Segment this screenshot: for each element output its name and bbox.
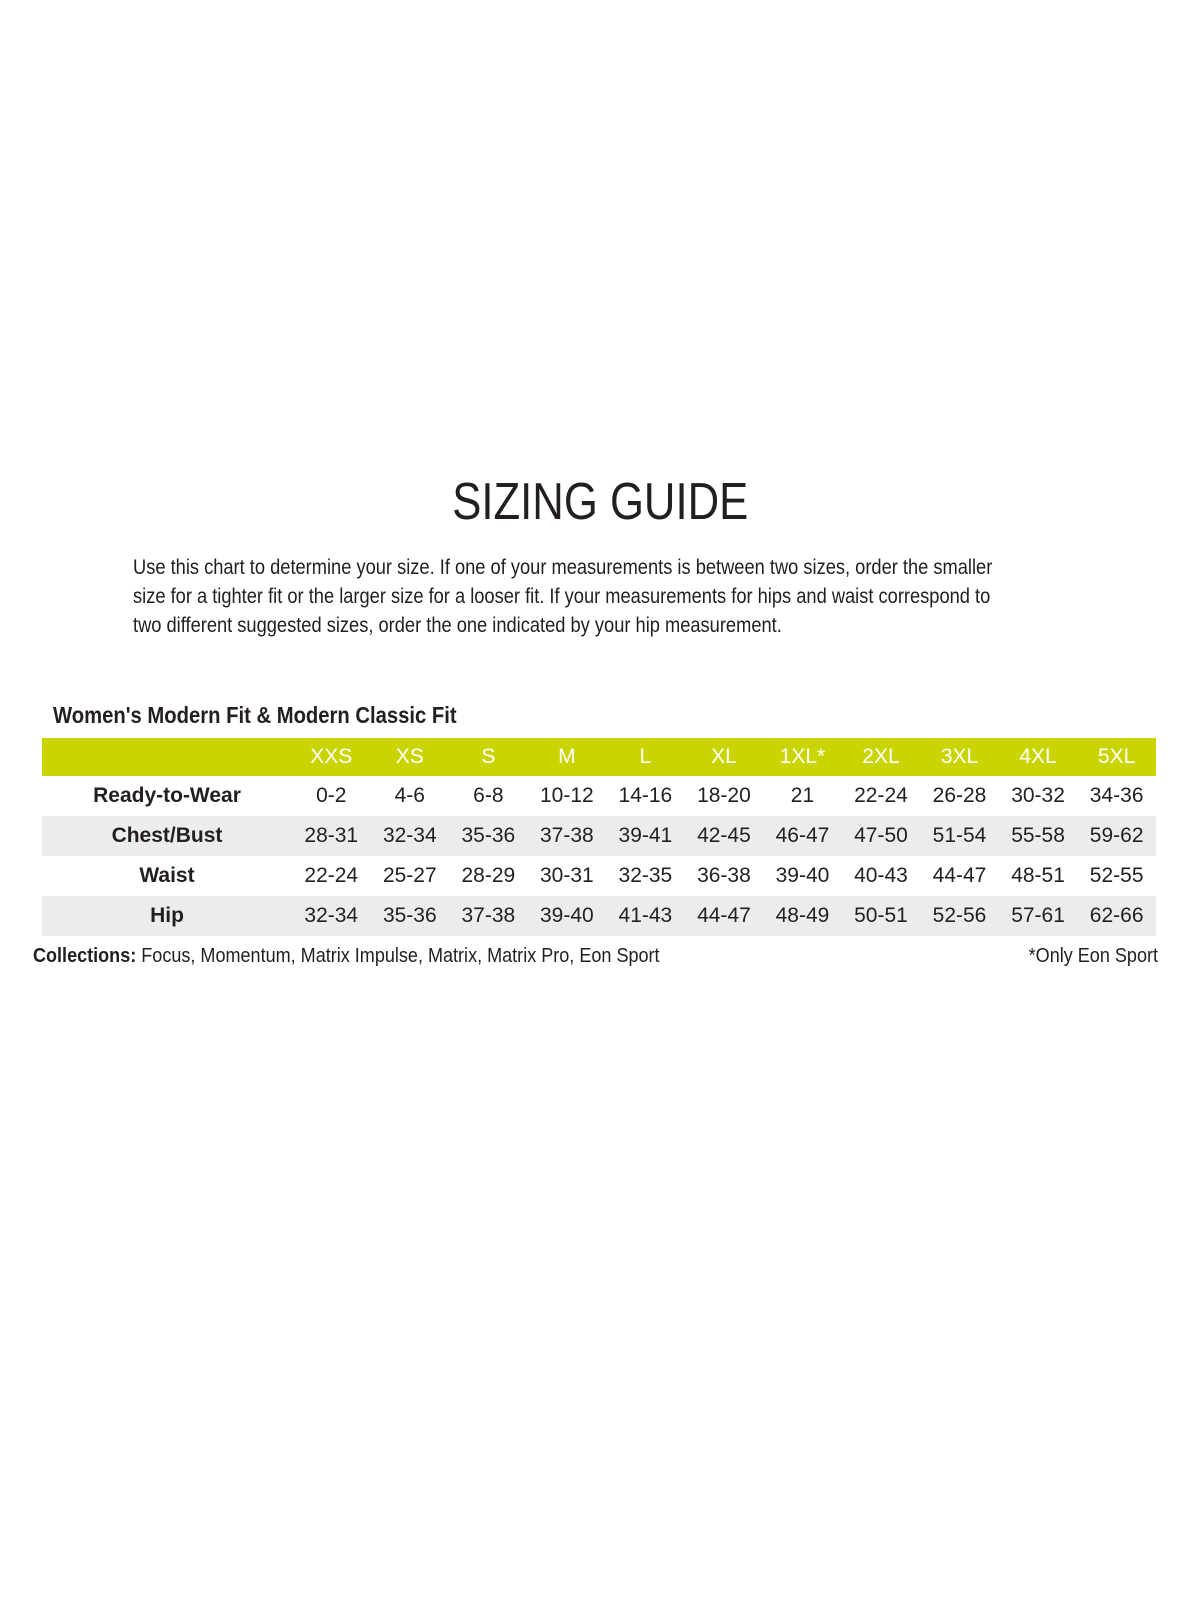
- size-value-cell: 30-31: [540, 864, 594, 887]
- size-value-cell: 10-12: [540, 784, 594, 807]
- intro-line: size for a tighter fit or the larger size for a looser fit. If your measurements for hips and waist correspond to: [133, 584, 991, 608]
- size-value-cell: 42-45: [697, 824, 751, 847]
- intro-paragraph: [133, 553, 1144, 640]
- size-value-cell: 6-8: [473, 784, 504, 807]
- size-value-cell: 26-28: [932, 784, 987, 807]
- size-value-cell: 0-2: [316, 784, 347, 807]
- size-value-cell: 28-29: [461, 864, 516, 887]
- size-value-cell: 25-27: [382, 864, 437, 887]
- size-value-cell: 39-41: [618, 824, 673, 847]
- page-title: [0, 473, 1200, 531]
- collections-note-text: [33, 944, 660, 967]
- size-value-cell: 14-16: [618, 784, 673, 807]
- size-column-header: 2XL: [842, 738, 921, 776]
- size-value-cell: 39-40: [540, 904, 594, 927]
- size-value-cell: 48-49: [775, 904, 830, 927]
- size-column-header: S: [449, 738, 528, 776]
- size-value-cell: 18-20: [697, 784, 751, 807]
- table-row: [42, 856, 1156, 896]
- size-value-cell: 40-43: [854, 864, 908, 887]
- table-row: [42, 776, 1156, 816]
- size-value-cell: 62-66: [1089, 904, 1144, 927]
- row-label: Chest/Bust: [111, 824, 223, 847]
- size-column-header: 4XL: [999, 738, 1078, 776]
- intro-line: two different suggested sizes, order the one indicated by your hip measurement.: [133, 613, 782, 637]
- size-column-header: XXS: [292, 738, 371, 776]
- size-value-cell: 37-38: [540, 824, 594, 847]
- size-value-cell: 4-6: [394, 784, 425, 807]
- size-value-cell: 52-56: [932, 904, 987, 927]
- size-value-cell: 51-54: [932, 824, 987, 847]
- size-table-header-row: [42, 738, 1156, 776]
- size-value-cell: 44-47: [697, 904, 751, 927]
- size-column-header: 5XL: [1077, 738, 1156, 776]
- intro-line: Use this chart to determine your size. If one of your measurements is between two sizes, order the smaller: [133, 555, 993, 579]
- size-value-cell: 55-58: [1011, 824, 1065, 847]
- footnote-text: *Only Eon Sport: [1028, 944, 1158, 967]
- size-value-cell: 46-47: [775, 824, 830, 847]
- size-value-cell: 57-61: [1011, 904, 1065, 927]
- page-title-text: SIZING GUIDE: [451, 473, 749, 531]
- size-value-cell: 32-34: [382, 824, 437, 847]
- size-value-cell: 50-51: [854, 904, 908, 927]
- footnote: [1011, 944, 1158, 967]
- size-value-cell: 36-38: [697, 864, 751, 887]
- collections-label: Collections:: [33, 944, 137, 967]
- size-column-header: L: [606, 738, 685, 776]
- size-value-cell: 52-55: [1089, 864, 1144, 887]
- table-row: [42, 816, 1156, 856]
- size-value-cell: 22-24: [304, 864, 359, 887]
- size-value-cell: 35-36: [461, 824, 516, 847]
- size-value-cell: 44-47: [932, 864, 987, 887]
- size-value-cell: 30-32: [1011, 784, 1065, 807]
- row-label: Ready-to-Wear: [93, 784, 241, 807]
- size-value-cell: 32-34: [304, 904, 359, 927]
- row-label: Waist: [139, 864, 195, 887]
- collections-note: [33, 944, 745, 967]
- size-value-cell: 35-36: [382, 904, 437, 927]
- row-label: Hip: [150, 904, 184, 927]
- size-value-cell: 41-43: [618, 904, 673, 927]
- size-column-header: 1XL*: [763, 738, 842, 776]
- size-value-cell: 34-36: [1089, 784, 1144, 807]
- section-heading: Women's Modern Fit & Modern Classic Fit: [53, 702, 457, 728]
- size-column-header: 3XL: [920, 738, 999, 776]
- table-row: [42, 896, 1156, 936]
- size-column-header: XS: [371, 738, 450, 776]
- size-value-cell: 22-24: [854, 784, 908, 807]
- size-value-cell: 32-35: [618, 864, 673, 887]
- collections-list: Focus, Momentum, Matrix Impulse, Matrix, Matrix Pro, Eon Sport: [141, 944, 660, 967]
- size-value-cell: 21: [790, 784, 815, 807]
- size-value-cell: 39-40: [775, 864, 830, 887]
- size-table: [42, 738, 1156, 936]
- size-value-cell: 48-51: [1011, 864, 1065, 887]
- size-value-cell: 37-38: [461, 904, 516, 927]
- size-column-header: M: [528, 738, 607, 776]
- size-value-cell: 47-50: [854, 824, 908, 847]
- size-value-cell: 28-31: [304, 824, 359, 847]
- size-table-corner-cell: [42, 738, 292, 776]
- size-column-header: XL: [685, 738, 764, 776]
- size-value-cell: 59-62: [1089, 824, 1144, 847]
